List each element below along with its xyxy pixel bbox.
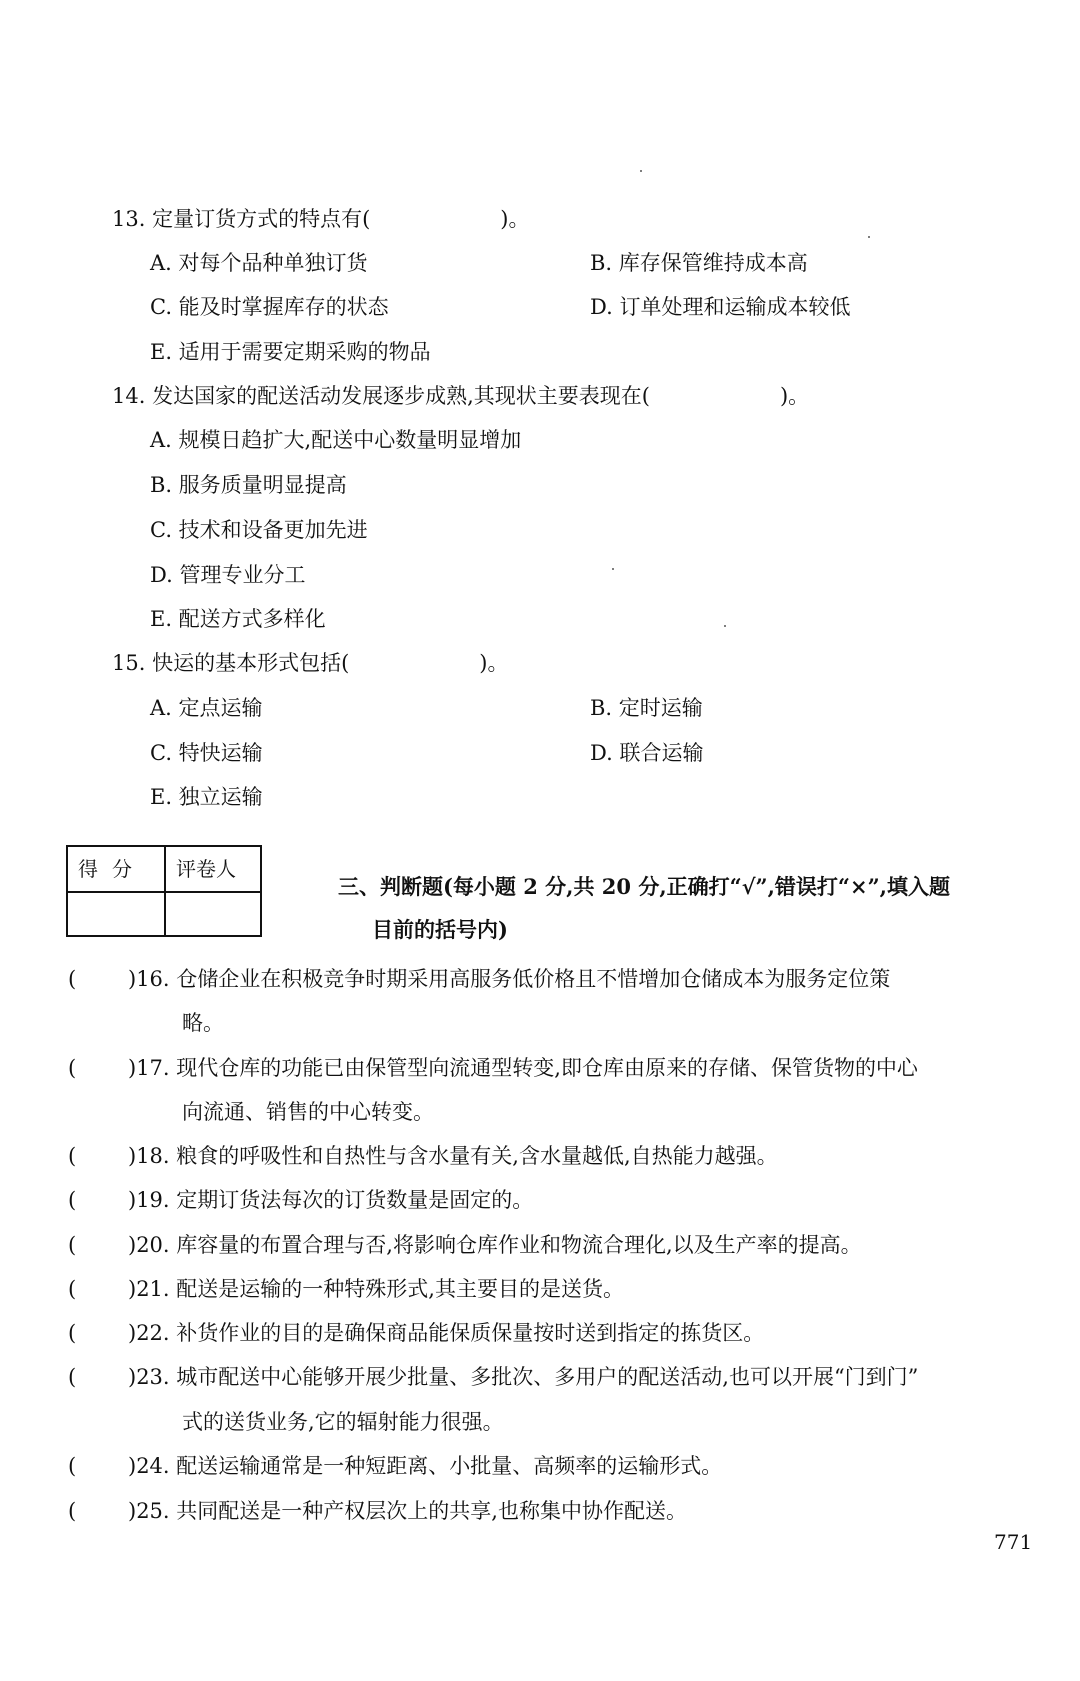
question-13-stem — [112, 204, 529, 234]
judgment-16-cont: 略。 — [182, 1011, 224, 1035]
question-15-close: )。 — [479, 651, 509, 675]
question-13-text: 13. 定量订货方式的特点有( — [112, 207, 371, 231]
section-3-title-line2: 目前的括号内) — [372, 917, 508, 942]
q14-option-e: E. 配送方式多样化 — [150, 607, 326, 631]
page-number: 771 — [994, 1530, 1033, 1554]
q14-option-a: A. 规模日趋扩大,配送中心数量明显增加 — [150, 428, 522, 452]
answer-paren: ( — [68, 1365, 77, 1389]
question-15-stem — [112, 648, 508, 678]
scan-speck — [640, 170, 642, 172]
judgment-21: )21. 配送是运输的一种特殊形式,其主要目的是送货。 — [128, 1277, 624, 1301]
judgment-24: )24. 配送运输通常是一种短距离、小批量、高频率的运输形式。 — [128, 1454, 723, 1478]
answer-paren: ( — [68, 1454, 77, 1478]
q13-option-e: E. 适用于需要定期采购的物品 — [150, 340, 431, 364]
q15-option-a: A. 定点运输 — [150, 696, 263, 720]
answer-paren: ( — [68, 1321, 77, 1345]
judgment-19: )19. 定期订货法每次的订货数量是固定的。 — [128, 1188, 534, 1212]
answer-paren: ( — [68, 1499, 77, 1523]
scan-speck — [868, 236, 870, 238]
answer-paren: ( — [68, 1188, 77, 1212]
judgment-17: )17. 现代仓库的功能已由保管型向流通型转变,即仓库由原来的存储、保管货物的中心 — [128, 1056, 918, 1080]
answer-paren: ( — [68, 1056, 77, 1080]
q15-option-d: D. 联合运输 — [590, 741, 704, 765]
judgment-23: )23. 城市配送中心能够开展少批量、多批次、多用户的配送活动,也可以开展“门到门” — [128, 1365, 919, 1389]
q15-option-c: C. 特快运输 — [150, 741, 263, 765]
score-box-divider — [68, 891, 260, 893]
judgment-16: )16. 仓储企业在积极竞争时期采用高服务低价格且不惜增加仓储成本为服务定位策 — [128, 967, 891, 991]
q14-option-d: D. 管理专业分工 — [150, 563, 306, 587]
question-14-stem — [112, 381, 809, 411]
question-13-close: )。 — [500, 207, 530, 231]
answer-paren: ( — [68, 1144, 77, 1168]
score-box — [66, 845, 262, 937]
q13-option-c: C. 能及时掌握库存的状态 — [150, 295, 389, 319]
judgment-25: )25. 共同配送是一种产权层次上的共享,也称集中协作配送。 — [128, 1499, 687, 1523]
score-label: 得分 — [78, 857, 146, 881]
question-14-close: )。 — [779, 384, 810, 408]
grader-label: 评卷人 — [176, 857, 236, 881]
judgment-17-cont: 向流通、销售的中心转变。 — [182, 1100, 434, 1124]
answer-paren: ( — [68, 1277, 77, 1301]
judgment-23-cont: 式的送货业务,它的辐射能力很强。 — [182, 1410, 504, 1434]
q14-option-c: C. 技术和设备更加先进 — [150, 518, 368, 542]
q15-option-e: E. 独立运输 — [150, 785, 263, 809]
question-15-text: 15. 快运的基本形式包括( — [112, 651, 350, 675]
q14-option-b: B. 服务质量明显提高 — [150, 473, 347, 497]
scan-speck — [612, 568, 614, 570]
question-14-text: 14. 发达国家的配送活动发展逐步成熟,其现状主要表现在( — [112, 384, 650, 408]
scan-speck — [724, 625, 726, 627]
q13-option-a: A. 对每个品种单独订货 — [150, 251, 368, 275]
judgment-18: )18. 粮食的呼吸性和自热性与含水量有关,含水量越低,自热能力越强。 — [128, 1144, 778, 1168]
q15-option-b: B. 定时运输 — [590, 696, 703, 720]
judgment-20: )20. 库容量的布置合理与否,将影响仓库作业和物流合理化,以及生产率的提高。 — [128, 1233, 862, 1257]
judgment-22: )22. 补货作业的目的是确保商品能保质保量按时送到指定的拣货区。 — [128, 1321, 765, 1345]
answer-paren: ( — [68, 967, 77, 991]
section-3-title-line1: 三、判断题(每小题 2 分,共 20 分,正确打“√”,错误打“×”,填入题 — [338, 874, 950, 899]
q13-option-b: B. 库存保管维持成本高 — [590, 251, 808, 275]
answer-paren: ( — [68, 1233, 77, 1257]
q13-option-d: D. 订单处理和运输成本较低 — [590, 295, 851, 319]
